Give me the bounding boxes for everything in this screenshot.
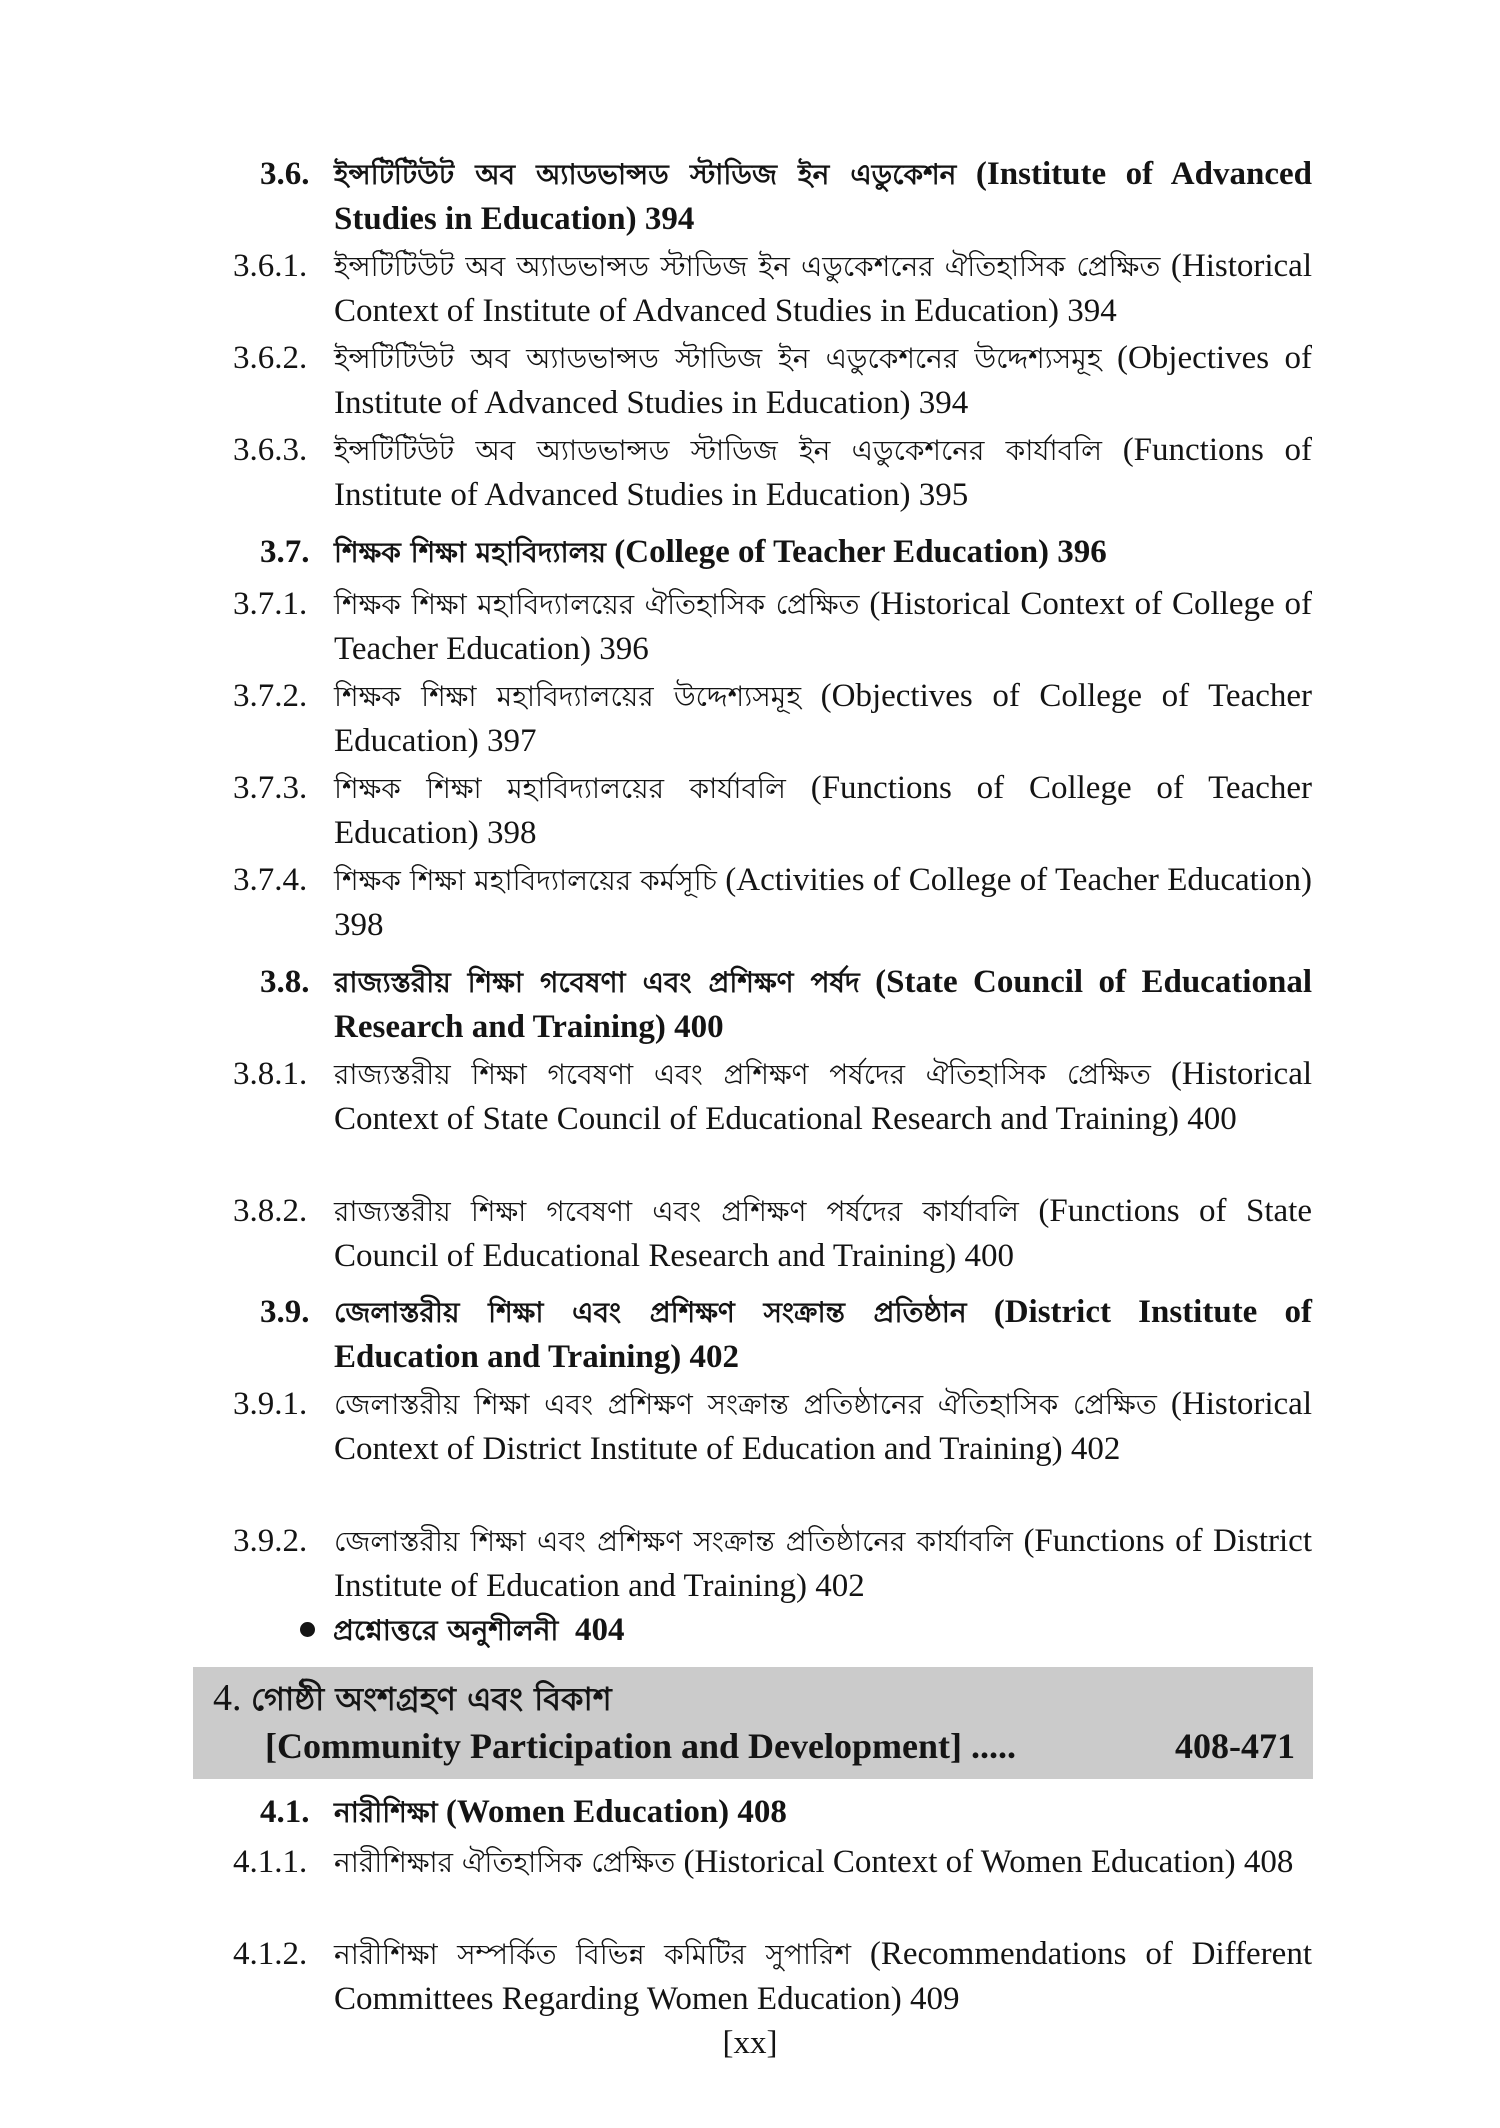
- entry-number: 3.7.: [260, 534, 310, 570]
- toc-entry-3-7[interactable]: [230, 530, 1312, 575]
- toc-entry-3-7-2[interactable]: [230, 674, 1312, 764]
- entry-number: 3.7.3.: [233, 770, 308, 806]
- entry-title-bengali: নারীশিক্ষা: [334, 1796, 438, 1829]
- entry-title-english: (District Institute of Education and Training) 402: [334, 1294, 1312, 1375]
- bullet-icon: [300, 1622, 315, 1637]
- entry-title-english: (Historical Context of District Institute of Education and Training) 402: [334, 1386, 1312, 1467]
- toc-entry-3-7-4[interactable]: [230, 858, 1312, 948]
- toc-entry-3-9-2[interactable]: [230, 1519, 1312, 1609]
- entry-title-english: (Historical Context of Women Education) 408: [683, 1844, 1294, 1880]
- entry-title-bengali: ইন্সটিটিউট অব অ্যাডভান্সড স্টাডিজ ইন এডুকেশনের উদ্দেশ্যসমূহ: [334, 342, 1102, 375]
- toc-entry-3-6-3[interactable]: [230, 428, 1312, 518]
- entry-number: 3.6.3.: [233, 432, 308, 468]
- toc-entry-4-1[interactable]: [230, 1790, 1312, 1835]
- entry-number: 3.9.1.: [233, 1386, 308, 1422]
- entry-title-bengali: জেলাস্তরীয় শিক্ষা এবং প্রশিক্ষণ সংক্রান্ত প্রতিষ্ঠানের কার্যাবলি: [334, 1525, 1013, 1558]
- entry-title-bengali: নারীশিক্ষার ঐতিহাসিক প্রেক্ষিত: [334, 1846, 676, 1879]
- entry-title-bengali: ইন্সটিটিউট অব অ্যাডভান্সড স্টাডিজ ইন এডুকেশনের কার্যাবলি: [334, 434, 1103, 467]
- toc-entry-3-8[interactable]: [230, 960, 1312, 1050]
- entry-number: 3.6.1.: [233, 248, 308, 284]
- entry-title-bengali: রাজ্যস্তরীয় শিক্ষা গবেষণা এবং প্রশিক্ষণ পর্ষদের কার্যাবলি: [334, 1195, 1019, 1228]
- entry-title-english: (Historical Context of State Council of Educational Research and Training) 400: [334, 1056, 1313, 1137]
- entry-title-english: (Objectives of Institute of Advanced Studies in Education) 394: [334, 340, 1312, 421]
- entry-title-english: (Objectives of College of Teacher Education) 397: [334, 678, 1312, 759]
- toc-entry-3-9-1[interactable]: [230, 1382, 1312, 1472]
- entry-title-bengali: ইন্সটিটিউট অব অ্যাডভান্সড স্টাডিজ ইন এডুকেশন: [334, 158, 957, 191]
- entry-title-bengali: শিক্ষক শিক্ষা মহাবিদ্যালয়: [334, 536, 607, 569]
- toc-entry-3-8-2[interactable]: [230, 1189, 1312, 1279]
- entry-number: 3.8.: [260, 964, 310, 1000]
- toc-entry-3-6-2[interactable]: [230, 336, 1312, 426]
- entry-number: 3.6.2.: [233, 340, 308, 376]
- entry-number: 3.8.2.: [233, 1193, 308, 1229]
- entry-title-bengali: রাজ্যস্তরীয় শিক্ষা গবেষণা এবং প্রশিক্ষণ পর্ষদ: [334, 966, 860, 999]
- toc-entry-3-9[interactable]: [230, 1290, 1312, 1380]
- entry-number: 3.7.2.: [233, 678, 308, 714]
- entry-number: 3.9.2.: [233, 1523, 308, 1559]
- entry-title-bengali: রাজ্যস্তরীয় শিক্ষা গবেষণা এবং প্রশিক্ষণ পর্ষদের ঐতিহাসিক প্রেক্ষিত: [334, 1058, 1151, 1091]
- entry-title-bengali: শিক্ষক শিক্ষা মহাবিদ্যালয়ের ঐতিহাসিক প্রেক্ষিত: [334, 588, 860, 621]
- entry-title-english: (Recommendations of Different Committees Regarding Women Education) 409: [334, 1936, 1312, 2017]
- chapter-title-bengali: গোষ্ঠী অংশগ্রহণ এবং বিকাশ: [251, 1680, 612, 1718]
- entry-number: 4.1.2.: [233, 1936, 308, 1972]
- entry-number: 3.8.1.: [233, 1056, 308, 1092]
- toc-entry-4-1-2[interactable]: [230, 1932, 1312, 2022]
- entry-number: 3.6.: [260, 156, 310, 192]
- entry-title-english: (Functions of State Council of Educational Research and Training) 400: [334, 1193, 1312, 1274]
- entry-title-bengali: ইন্সটিটিউট অব অ্যাডভান্সড স্টাডিজ ইন এডুকেশনের ঐতিহাসিক প্রেক্ষিত: [334, 250, 1161, 283]
- entry-title-english: (Women Education) 408: [445, 1794, 787, 1830]
- entry-title-bengali: জেলাস্তরীয় শিক্ষা এবং প্রশিক্ষণ সংক্রান্ত প্রতিষ্ঠানের ঐতিহাসিক প্রেক্ষিত: [334, 1388, 1157, 1421]
- entry-title-english: (State Council of Educational Research and Training) 400: [334, 964, 1312, 1045]
- entry-title-english: (Historical Context of Institute of Advanced Studies in Education) 394: [334, 248, 1312, 329]
- page-number: [xx]: [722, 2025, 778, 2061]
- entry-title-english: (Functions of College of Teacher Education) 398: [334, 770, 1313, 851]
- chapter-heading-4[interactable]: [193, 1667, 1313, 1779]
- entry-title-english: (Historical Context of College of Teacher Education) 396: [334, 586, 1312, 667]
- entry-title-bengali: শিক্ষক শিক্ষা মহাবিদ্যালয়ের কার্যাবলি: [334, 772, 786, 805]
- entry-number: 3.7.1.: [233, 586, 308, 622]
- exercise-title-bengali: প্রশ্নোত্তরে অনুশীলনী: [333, 1614, 559, 1647]
- entry-title-english: (Functions of Institute of Advanced Studies in Education) 395: [334, 432, 1312, 513]
- chapter-title-english: [Community Participation and Development] .....: [265, 1726, 1016, 1766]
- entry-title-bengali: নারীশিক্ষা সম্পর্কিত বিভিন্ন কমিটির সুপারিশ: [334, 1938, 852, 1971]
- toc-entry-3-7-1[interactable]: [230, 582, 1312, 672]
- entry-number: 3.7.4.: [233, 862, 308, 898]
- chapter-number: 4.: [213, 1677, 242, 1719]
- toc-entry-3-6-1[interactable]: [230, 244, 1312, 334]
- toc-entry-exercise[interactable]: [300, 1608, 624, 1653]
- toc-entry-3-6[interactable]: [230, 152, 1312, 242]
- entry-title-english: (Institute of Advanced Studies in Education) 394: [334, 156, 1312, 237]
- entry-number: 4.1.: [260, 1794, 310, 1830]
- entry-title-english: (Activities of College of Teacher Education) 398: [334, 862, 1312, 943]
- chapter-page-range: 408-471: [1175, 1726, 1295, 1766]
- exercise-page: 404: [574, 1612, 625, 1648]
- entry-title-english: (College of Teacher Education) 396: [614, 534, 1107, 570]
- entry-title-bengali: শিক্ষক শিক্ষা মহাবিদ্যালয়ের কর্মসূচি: [334, 864, 717, 897]
- entry-title-bengali: জেলাস্তরীয় শিক্ষা এবং প্রশিক্ষণ সংক্রান্ত প্রতিষ্ঠান: [334, 1296, 967, 1329]
- toc-entry-4-1-1[interactable]: [230, 1840, 1312, 1885]
- toc-entry-3-7-3[interactable]: [230, 766, 1312, 856]
- entry-number: 4.1.1.: [233, 1844, 308, 1880]
- entry-number: 3.9.: [260, 1294, 310, 1330]
- entry-title-english: (Functions of District Institute of Education and Training) 402: [334, 1523, 1313, 1604]
- entry-title-bengali: শিক্ষক শিক্ষা মহাবিদ্যালয়ের উদ্দেশ্যসমূহ: [334, 680, 802, 713]
- toc-entry-3-8-1[interactable]: [230, 1052, 1312, 1142]
